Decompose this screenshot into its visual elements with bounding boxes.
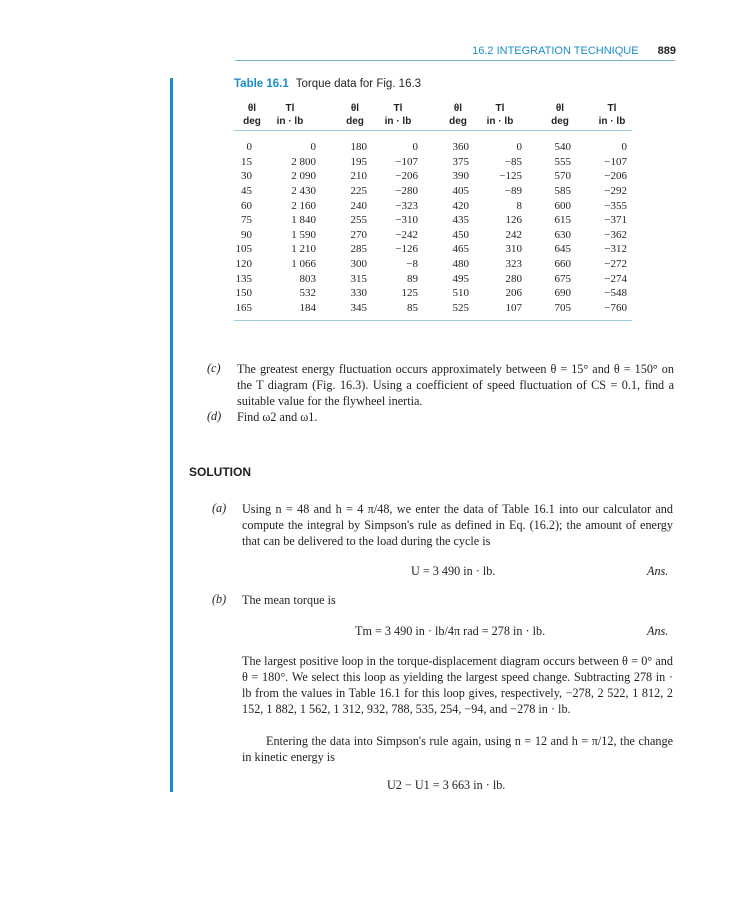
table-cell: 126 <box>505 214 522 227</box>
table-cell: −362 <box>604 228 627 241</box>
table-cell: 645 <box>554 243 571 256</box>
table-cell: 330 <box>350 287 367 300</box>
table-cell: 1 210 <box>291 243 316 256</box>
table-header-theta: θl deg <box>449 103 467 127</box>
table-cell: 570 <box>554 170 571 183</box>
table-label: Table 16.1 <box>234 78 289 90</box>
table-cell: −206 <box>395 170 418 183</box>
table-cell: 465 <box>452 243 469 256</box>
table-cell: 323 <box>505 258 522 271</box>
table-cell: 180 <box>350 141 367 153</box>
table-cell: 270 <box>350 228 367 241</box>
table-cell: −89 <box>504 184 522 197</box>
table-header-torque: Tl in · lb <box>276 103 304 127</box>
table-cell: 435 <box>452 214 469 227</box>
equation-mean-torque: Tm = 3 490 in · lb/4π rad = 278 in · lb. <box>355 624 546 638</box>
table-cell: −242 <box>395 228 418 241</box>
table-cell: 532 <box>299 287 316 300</box>
table-cell: 615 <box>554 214 571 227</box>
table-cell: 0 <box>412 141 418 153</box>
table-column <box>542 140 571 316</box>
table-cell: 1 590 <box>291 228 316 241</box>
running-header <box>440 45 676 57</box>
table-cell: 0 <box>516 141 522 153</box>
table-cell: 450 <box>452 228 469 241</box>
item-d-label: (d) <box>207 409 222 423</box>
table-cell: 107 <box>505 302 522 315</box>
table-cell: 60 <box>241 199 252 212</box>
table-cell: 15 <box>241 155 252 168</box>
table-cell: 2 430 <box>291 184 316 197</box>
table-cell: 495 <box>452 272 469 285</box>
table-cell: 0 <box>310 141 316 153</box>
table-cell: 45 <box>241 184 252 197</box>
table-cell: 310 <box>505 243 522 256</box>
table-cell: 660 <box>554 258 571 271</box>
table-cell: 165 <box>235 302 252 315</box>
table-cell: 85 <box>407 302 418 315</box>
table-cell: 285 <box>350 243 367 256</box>
equation-energy: U = 3 490 in · lb. <box>411 564 496 578</box>
solution-b-paragraph: Entering the data into Simpson's rule again, using n = 12 and h = π/12, the change in kinetic energy is <box>242 734 673 764</box>
margin-bar <box>170 78 173 792</box>
equation-kinetic-energy: U2 − U1 = 3 663 in · lb. <box>387 778 506 792</box>
table-cell: −312 <box>604 243 627 256</box>
table-cell: −760 <box>604 302 627 315</box>
table-header-torque: Tl in · lb <box>384 103 412 127</box>
table-cell: 690 <box>554 287 571 300</box>
table-cell: 2 090 <box>291 170 316 183</box>
table-cell: 90 <box>241 228 252 241</box>
table-cell: 600 <box>554 199 571 212</box>
table-cell: 510 <box>452 287 469 300</box>
answer-label: Ans. <box>647 624 669 638</box>
answer-label: Ans. <box>647 564 669 578</box>
table-cell: 525 <box>452 302 469 315</box>
table-cell: −280 <box>395 184 418 197</box>
table-cell: 375 <box>452 155 469 168</box>
table-header-torque: Tl in · lb <box>598 103 626 127</box>
table-cell: 803 <box>299 272 316 285</box>
table-cell: 315 <box>350 272 367 285</box>
solution-heading: SOLUTION <box>189 465 251 479</box>
table-cell: 405 <box>452 184 469 197</box>
table-cell: 585 <box>554 184 571 197</box>
table-column <box>480 140 522 316</box>
table-column <box>582 140 627 316</box>
table-header-theta: θl deg <box>551 103 569 127</box>
table-cell: 705 <box>554 302 571 315</box>
table-cell: 675 <box>554 272 571 285</box>
table-cell: 30 <box>241 170 252 183</box>
table-cell: 240 <box>350 199 367 212</box>
table-cell: 1 840 <box>291 214 316 227</box>
table-cell: 89 <box>407 272 418 285</box>
table-cell: 184 <box>299 302 316 315</box>
table-cell: 242 <box>505 228 522 241</box>
table-cell: 150 <box>235 287 252 300</box>
solution-b-text: The mean torque is <box>242 593 336 607</box>
table-cell: 135 <box>235 272 252 285</box>
table-column <box>340 140 367 316</box>
table-cell: 2 800 <box>291 155 316 168</box>
table-header-rule <box>234 130 632 131</box>
table-column <box>440 140 469 316</box>
table-cell: 105 <box>235 243 252 256</box>
table-cell: −292 <box>604 184 627 197</box>
table-cell: 300 <box>350 258 367 271</box>
item-d-text: Find ω2 and ω1. <box>237 410 318 424</box>
table-column <box>270 140 316 316</box>
table-cell: 345 <box>350 302 367 315</box>
table-cell: −85 <box>504 155 522 168</box>
table-cell: −272 <box>604 258 627 271</box>
table-cell: 555 <box>554 155 571 168</box>
table-cell: 540 <box>554 141 571 153</box>
table-cell: −206 <box>604 170 627 183</box>
table-cell: 420 <box>452 199 469 212</box>
table-cell: 0 <box>246 141 252 153</box>
item-c-label: (c) <box>207 361 221 375</box>
table-cell: −107 <box>395 155 418 168</box>
table-cell: 210 <box>350 170 367 183</box>
table-cell: 1 066 <box>291 258 316 271</box>
table-cell: 75 <box>241 214 252 227</box>
page-number: 889 <box>657 45 676 57</box>
table-cell: −548 <box>604 287 627 300</box>
solution-b-label: (b) <box>212 592 227 606</box>
table-cell: −371 <box>604 214 627 227</box>
table-cell: 280 <box>505 272 522 285</box>
table-cell: 225 <box>350 184 367 197</box>
table-cell: −274 <box>604 272 627 285</box>
item-c-text: The greatest energy fluctuation occurs approximately between θ = 15° and θ = 150° on the T diagram (Fig. 16.3). Using a coefficient of speed fluctuation of CS = 0.1, find a suitable value for the flywheel inertia. <box>237 362 674 408</box>
table-cell: −107 <box>604 155 627 168</box>
table-cell: 255 <box>350 214 367 227</box>
table-cell: 125 <box>401 287 418 300</box>
table-cell: 120 <box>235 258 252 271</box>
table-cell: −125 <box>499 170 522 183</box>
table-bottom-rule <box>234 320 632 321</box>
table-cell: 360 <box>452 141 469 153</box>
table-header-torque: Tl in · lb <box>486 103 514 127</box>
solution-a-text: Using n = 48 and h = 4 π/48, we enter the data of Table 16.1 into our calculator and compute the integral by Simpson's rule as defined in Eq. (16.2); the amount of energy that can be delivered to the load during the cycle is <box>242 502 673 548</box>
table-column <box>375 140 418 316</box>
table-cell: 0 <box>621 141 627 153</box>
table-header-theta: θl deg <box>243 103 261 127</box>
table-cell: 206 <box>505 287 522 300</box>
table-cell: −310 <box>395 214 418 227</box>
table-cell: 390 <box>452 170 469 183</box>
table-cell: 8 <box>516 199 522 212</box>
table-cell: −126 <box>395 243 418 256</box>
table-cell: 630 <box>554 228 571 241</box>
solution-a-label: (a) <box>212 501 227 515</box>
header-rule <box>235 60 675 61</box>
section-title: 16.2 INTEGRATION TECHNIQUE <box>472 45 639 57</box>
solution-b-paragraph: The largest positive loop in the torque-displacement diagram occurs between θ = 0° and θ = 180°. We select this loop as yielding the largest speed change. Subtracting 278 in · lb from the values in Table 16.1 for this loop gives, respectively, −278, 2 522, 1 812, 2 152, 1 882, 1 562, 1 312, 932, 788, 535, 254, −94, and −278 in · lb. <box>242 654 673 716</box>
table-cell: 2 160 <box>291 199 316 212</box>
table-cell: 480 <box>452 258 469 271</box>
table-column <box>232 140 252 316</box>
table-cell: 195 <box>350 155 367 168</box>
table-title: Torque data for Fig. 16.3 <box>295 78 422 90</box>
table-cell: −355 <box>604 199 627 212</box>
table-header-theta: θl deg <box>346 103 364 127</box>
table-cell: −323 <box>395 199 418 212</box>
table-cell: −8 <box>406 258 418 271</box>
table-caption <box>234 78 421 90</box>
